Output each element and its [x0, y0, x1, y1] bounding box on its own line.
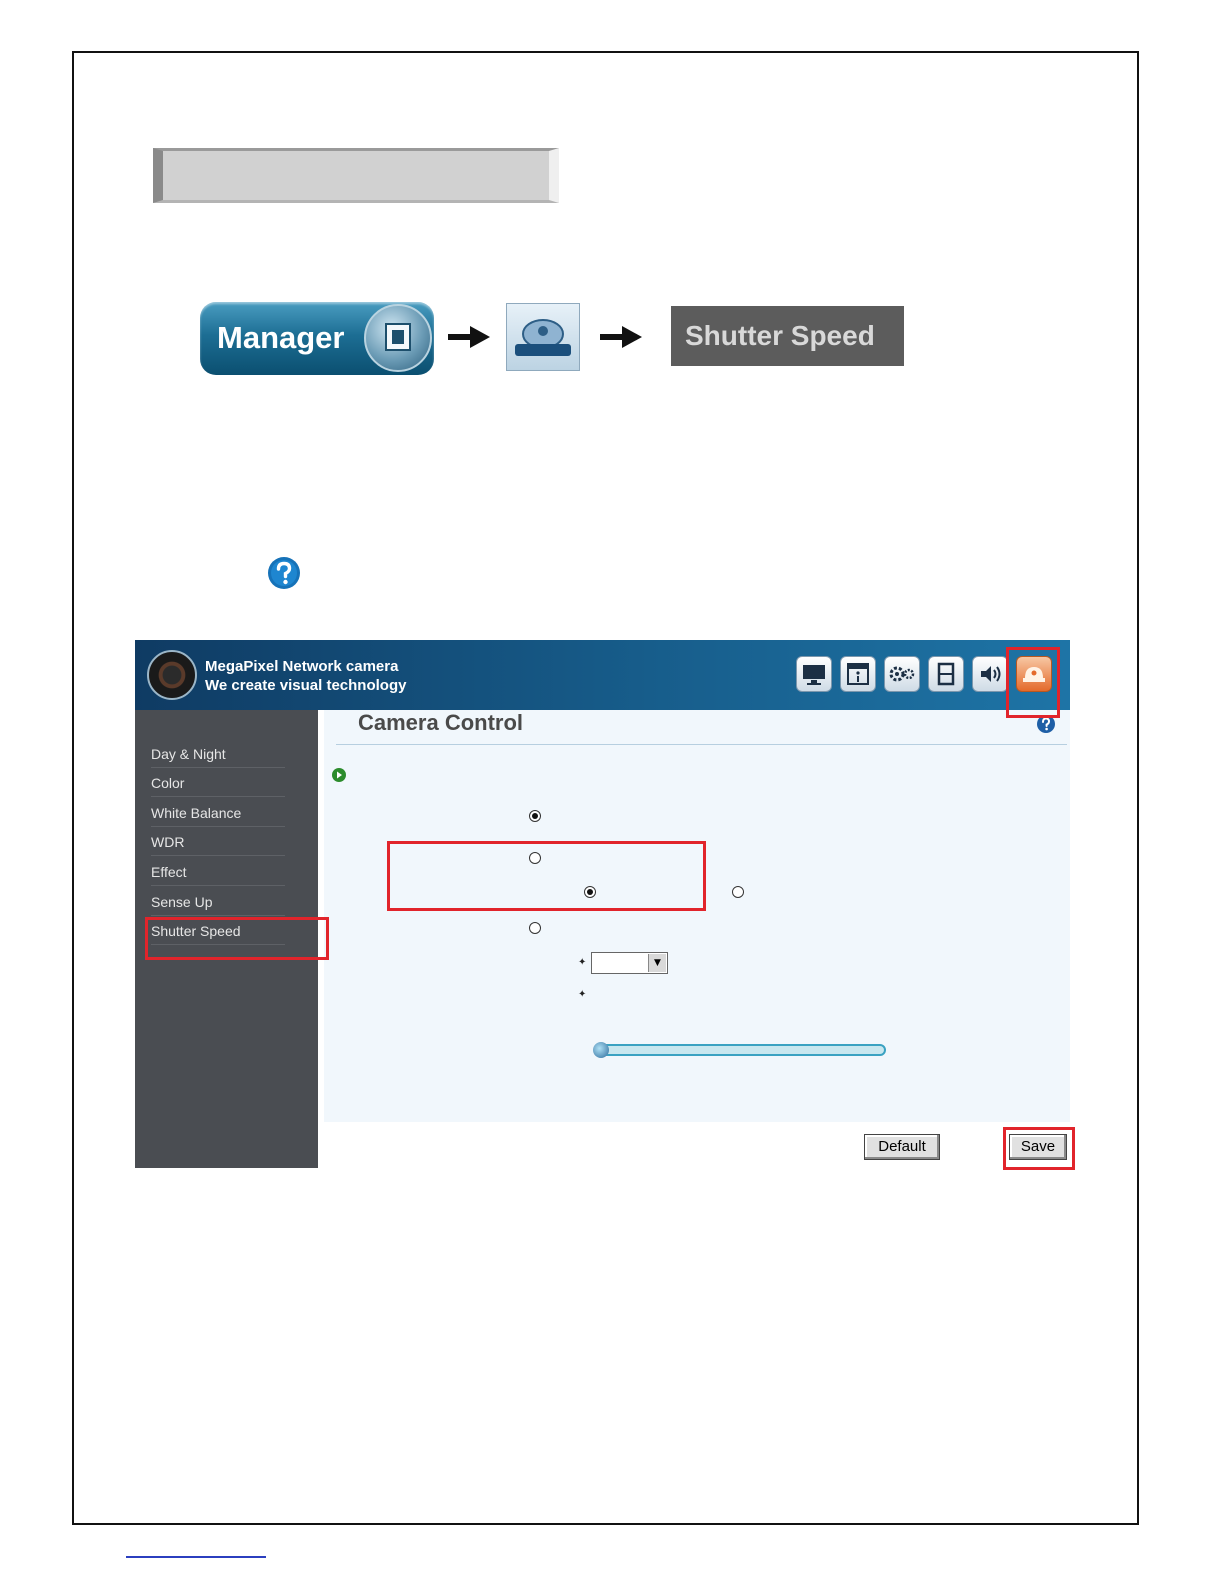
- radio-flickerless-option-2[interactable]: [732, 886, 744, 898]
- audio-icon[interactable]: [972, 656, 1008, 692]
- sidebar-item-wdr[interactable]: WDR: [151, 829, 285, 856]
- chevron-down-icon: ▼: [648, 954, 666, 972]
- sidebar-item-effect[interactable]: Effect: [151, 859, 285, 886]
- arrow-right-icon: [448, 326, 490, 348]
- highlight-shutter-speed-menu: [145, 917, 329, 960]
- manager-button-label: Manager: [217, 320, 345, 355]
- storage-icon[interactable]: [928, 656, 964, 692]
- brand-title: MegaPixel Network camera: [205, 658, 399, 675]
- camera-dome-icon: [507, 304, 579, 370]
- help-icon: [267, 556, 301, 590]
- shutter-speed-menu-label: Shutter Speed: [671, 306, 904, 366]
- sidebar-item-white-balance[interactable]: White Balance: [151, 800, 285, 827]
- radio-auto[interactable]: [529, 810, 541, 822]
- settings-icon[interactable]: [884, 656, 920, 692]
- info-icon[interactable]: [840, 656, 876, 692]
- save-button[interactable]: Save: [1009, 1134, 1067, 1160]
- sidebar-item-color[interactable]: Color: [151, 770, 285, 797]
- arrow-right-icon: [600, 326, 642, 348]
- page-title: Camera Control: [358, 710, 524, 735]
- radio-manual[interactable]: [529, 922, 541, 934]
- section-heading-bar: [153, 148, 559, 203]
- title-divider: [336, 744, 1067, 745]
- highlight-flickerless-options: [387, 841, 706, 911]
- highlight-save-button: [1003, 1127, 1075, 1170]
- camera-ui-header: [135, 640, 1070, 710]
- manager-portrait-icon: [364, 304, 432, 372]
- shutter-speed-select[interactable]: [591, 952, 668, 974]
- section-bullet-icon: [332, 768, 346, 782]
- shutter-slider-handle[interactable]: [593, 1042, 609, 1058]
- shutter-slider-track[interactable]: [594, 1044, 886, 1056]
- manager-button[interactable]: [200, 302, 434, 375]
- footer-link-underline: [126, 1556, 266, 1558]
- highlight-camera-icon: [1006, 647, 1060, 718]
- default-button[interactable]: Default: [864, 1134, 940, 1160]
- sidebar-item-sense-up[interactable]: Sense Up: [151, 889, 285, 916]
- brand-tagline: We create visual technology: [205, 677, 407, 694]
- lens-logo-icon: [147, 650, 197, 700]
- camera-control-panel: [324, 710, 1070, 1122]
- monitor-icon[interactable]: [796, 656, 832, 692]
- list-bullet: ✦: [578, 989, 587, 1000]
- list-bullet: ✦: [578, 957, 587, 968]
- sidebar-item-day-night[interactable]: Day & Night: [151, 741, 285, 768]
- camera-dome-tile[interactable]: [506, 303, 580, 371]
- sidebar-item-shutter-speed[interactable]: Shutter Speed: [151, 918, 285, 945]
